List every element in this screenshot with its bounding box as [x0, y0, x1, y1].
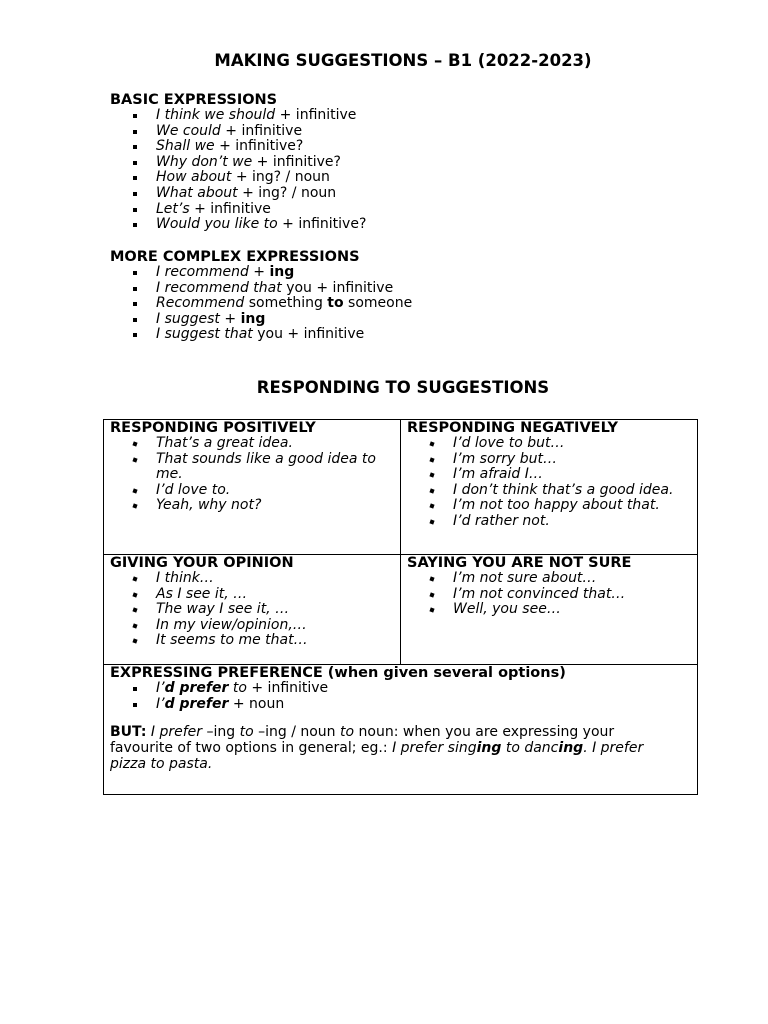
list-item: Why don’t we + infinitive? — [110, 155, 366, 171]
positive-list — [110, 436, 394, 514]
list-item: That sounds like a good idea to me. — [110, 452, 394, 483]
list-item: Well, you see… — [407, 602, 691, 618]
list-item: I think… — [110, 571, 394, 587]
complex-expressions-section — [110, 249, 412, 343]
list-item: I’m afraid I… — [407, 467, 691, 483]
cell-heading: RESPONDING NEGATIVELY — [407, 420, 619, 436]
basic-expressions-list — [110, 108, 366, 233]
preference-note: BUT: I prefer –ing to –ing / noun to noun: when you are expressing your favourite of two options in general; eg.: I prefer singing to dancing. I prefer pizza to pasta. — [110, 724, 644, 773]
list-item: I suggest that you + infinitive — [110, 327, 412, 343]
responding-positively-cell — [104, 420, 401, 555]
list-item: I’d love to. — [110, 483, 394, 499]
complex-expressions-list — [110, 265, 412, 343]
cell-heading: RESPONDING POSITIVELY — [110, 420, 316, 436]
list-item: I’d prefer + noun — [110, 697, 691, 713]
list-item: I’d prefer to + infinitive — [110, 681, 691, 697]
expressing-preference-cell — [104, 665, 698, 795]
negative-list — [407, 436, 691, 530]
cell-heading: GIVING YOUR OPINION — [110, 555, 294, 571]
not-sure-cell — [401, 555, 698, 665]
list-item: I recommend + ing — [110, 265, 412, 281]
list-item: We could + infinitive — [110, 124, 366, 140]
list-item: I think we should + infinitive — [110, 108, 366, 124]
list-item: I don’t think that’s a good idea. — [407, 483, 691, 499]
responding-table — [103, 419, 698, 795]
list-item: I recommend that you + infinitive — [110, 281, 412, 297]
basic-expressions-section — [110, 92, 366, 233]
section-heading: BASIC EXPRESSIONS — [110, 92, 278, 108]
list-item: I’m not sure about… — [407, 571, 691, 587]
list-item: I’m not too happy about that. — [407, 498, 691, 514]
giving-opinion-cell — [104, 555, 401, 665]
preference-list — [110, 681, 691, 712]
list-item: I’d love to but… — [407, 436, 691, 452]
list-item: How about + ing? / noun — [110, 170, 366, 186]
list-item: In my view/opinion,… — [110, 618, 394, 634]
cell-heading: SAYING YOU ARE NOT SURE — [407, 555, 632, 571]
list-item: Yeah, why not? — [110, 498, 394, 514]
not-sure-list — [407, 571, 691, 618]
list-item: Let’s + infinitive — [110, 202, 366, 218]
responding-negatively-cell — [401, 420, 698, 555]
list-item: I suggest + ing — [110, 312, 412, 328]
list-item: What about + ing? / noun — [110, 186, 366, 202]
opinion-list — [110, 571, 394, 649]
list-item: I’m sorry but… — [407, 452, 691, 468]
list-item: I’m not convinced that… — [407, 587, 691, 603]
page-title: MAKING SUGGESTIONS – B1 (2022-2023) — [214, 51, 592, 70]
list-item: I’d rather not. — [407, 514, 691, 530]
list-item: Would you like to + infinitive? — [110, 217, 366, 233]
list-item: Shall we + infinitive? — [110, 139, 366, 155]
list-item: It seems to me that… — [110, 633, 394, 649]
responding-title: RESPONDING TO SUGGESTIONS — [256, 378, 550, 397]
cell-heading: EXPRESSING PREFERENCE (when given several options) — [110, 665, 566, 681]
section-heading: MORE COMPLEX EXPRESSIONS — [110, 249, 360, 265]
list-item: The way I see it, … — [110, 602, 394, 618]
list-item: That’s a great idea. — [110, 436, 394, 452]
list-item: As I see it, … — [110, 587, 394, 603]
list-item: Recommend something to someone — [110, 296, 412, 312]
